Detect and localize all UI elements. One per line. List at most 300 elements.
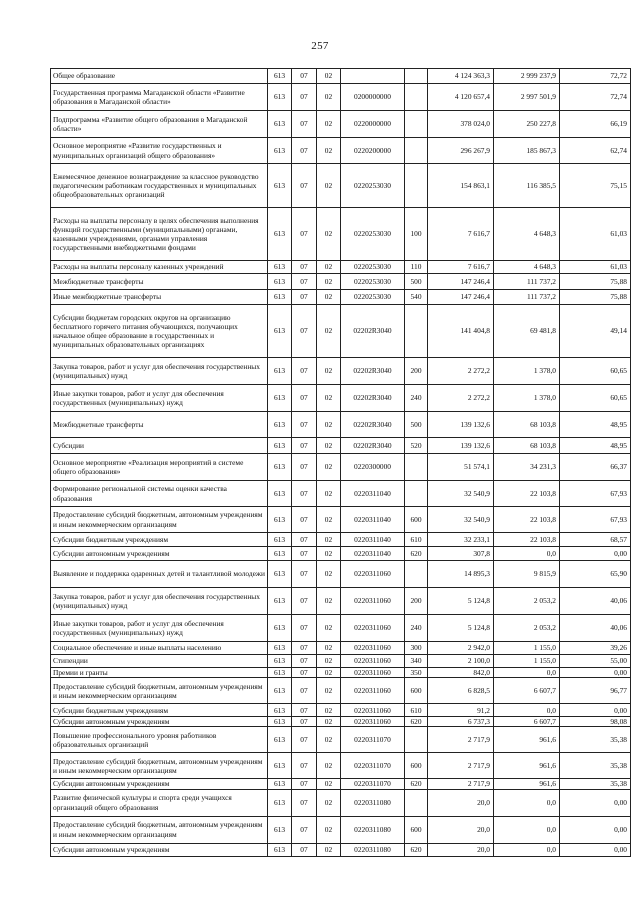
- actual-amount-cell: 22 103,8: [494, 507, 560, 533]
- row-name-cell: Основное мероприятие «Развитие государственных и муниципальных организаций общего образования»: [51, 138, 268, 164]
- row-name-cell: Расходы на выплаты персоналу в целях обеспечения выполнения функций государственными (муниципальными) органами, казенными учреждениями, органами управления государственными внебюджетными фондами: [51, 208, 268, 261]
- expense-type-cell: [405, 481, 428, 507]
- row-name-cell: Субсидии автономным учреждениям: [51, 717, 268, 727]
- planned-amount-cell: 32 540,9: [428, 481, 494, 507]
- ministry-code-cell: 613: [268, 412, 292, 438]
- execution-percent-cell: 0,00: [560, 843, 631, 856]
- actual-amount-cell: 111 737,2: [494, 290, 560, 305]
- subsection-code-cell: 02: [317, 507, 341, 533]
- expense-type-cell: 540: [405, 290, 428, 305]
- page-number: 257: [311, 40, 329, 52]
- target-article-cell: 0220311080: [341, 789, 405, 816]
- table-row: [51, 642, 631, 655]
- ministry-code-cell: 613: [268, 481, 292, 507]
- section-code-cell: 07: [292, 358, 317, 385]
- planned-amount-cell: 139 132,6: [428, 438, 494, 454]
- target-article-cell: 0220311080: [341, 816, 405, 843]
- ministry-code-cell: 613: [268, 290, 292, 305]
- execution-percent-cell: 75,88: [560, 274, 631, 290]
- subsection-code-cell: 02: [317, 208, 341, 261]
- expense-type-cell: [405, 727, 428, 753]
- execution-percent-cell: 0,00: [560, 816, 631, 843]
- planned-amount-cell: 6 828,5: [428, 678, 494, 704]
- planned-amount-cell: 2 717,9: [428, 779, 494, 789]
- table-row: [51, 816, 631, 843]
- execution-percent-cell: 35,38: [560, 727, 631, 753]
- subsection-code-cell: 02: [317, 533, 341, 547]
- ministry-code-cell: 613: [268, 615, 292, 642]
- actual-amount-cell: 1 378,0: [494, 385, 560, 412]
- expense-type-cell: 350: [405, 668, 428, 678]
- ministry-code-cell: 613: [268, 69, 292, 84]
- section-code-cell: 07: [292, 481, 317, 507]
- ministry-code-cell: 613: [268, 84, 292, 111]
- execution-percent-cell: 67,93: [560, 507, 631, 533]
- execution-percent-cell: 40,06: [560, 615, 631, 642]
- execution-percent-cell: 98,08: [560, 717, 631, 727]
- expense-type-cell: 340: [405, 655, 428, 668]
- actual-amount-cell: 2 053,2: [494, 588, 560, 615]
- row-name-cell: Закупка товаров, работ и услуг для обеспечения государственных (муниципальных) нужд: [51, 588, 268, 615]
- row-name-cell: Развитие физической культуры и спорта среди учащихся организаций общего образования: [51, 789, 268, 816]
- planned-amount-cell: 7 616,7: [428, 208, 494, 261]
- planned-amount-cell: 20,0: [428, 816, 494, 843]
- expense-type-cell: [405, 164, 428, 208]
- table-row: [51, 704, 631, 717]
- ministry-code-cell: 613: [268, 111, 292, 138]
- execution-percent-cell: 49,14: [560, 305, 631, 358]
- row-name-cell: Повышение профессионального уровня работников образовательных организаций: [51, 727, 268, 753]
- planned-amount-cell: 5 124,8: [428, 588, 494, 615]
- expense-type-cell: [405, 561, 428, 588]
- execution-percent-cell: 62,74: [560, 138, 631, 164]
- planned-amount-cell: 5 124,8: [428, 615, 494, 642]
- row-name-cell: Общее образование: [51, 69, 268, 84]
- row-name-cell: Субсидии автономным учреждениям: [51, 547, 268, 561]
- ministry-code-cell: 613: [268, 753, 292, 779]
- section-code-cell: 07: [292, 789, 317, 816]
- expense-type-cell: [405, 305, 428, 358]
- section-code-cell: 07: [292, 305, 317, 358]
- execution-percent-cell: 66,37: [560, 454, 631, 481]
- section-code-cell: 07: [292, 717, 317, 727]
- actual-amount-cell: 22 103,8: [494, 481, 560, 507]
- ministry-code-cell: 613: [268, 305, 292, 358]
- subsection-code-cell: 02: [317, 561, 341, 588]
- actual-amount-cell: 961,6: [494, 779, 560, 789]
- target-article-cell: 0220253030: [341, 164, 405, 208]
- row-name-cell: Основное мероприятие «Реализация мероприятий в системе общего образования»: [51, 454, 268, 481]
- expense-type-cell: 600: [405, 507, 428, 533]
- target-article-cell: 0220311060: [341, 704, 405, 717]
- subsection-code-cell: 02: [317, 704, 341, 717]
- subsection-code-cell: 02: [317, 547, 341, 561]
- expense-type-cell: [405, 69, 428, 84]
- planned-amount-cell: 139 132,6: [428, 412, 494, 438]
- actual-amount-cell: 961,6: [494, 727, 560, 753]
- expense-type-cell: 200: [405, 588, 428, 615]
- actual-amount-cell: 185 867,3: [494, 138, 560, 164]
- ministry-code-cell: 613: [268, 358, 292, 385]
- ministry-code-cell: 613: [268, 547, 292, 561]
- row-name-cell: Предоставление субсидий бюджетным, автономным учреждениям и иным некоммерческим организациям: [51, 507, 268, 533]
- planned-amount-cell: 2 272,2: [428, 385, 494, 412]
- expense-type-cell: 520: [405, 438, 428, 454]
- execution-percent-cell: 35,38: [560, 753, 631, 779]
- ministry-code-cell: 613: [268, 816, 292, 843]
- execution-percent-cell: 61,03: [560, 208, 631, 261]
- subsection-code-cell: 02: [317, 358, 341, 385]
- target-article-cell: 0220311070: [341, 779, 405, 789]
- planned-amount-cell: 378 024,0: [428, 111, 494, 138]
- target-article-cell: 0220311060: [341, 642, 405, 655]
- execution-percent-cell: 0,00: [560, 789, 631, 816]
- section-code-cell: 07: [292, 547, 317, 561]
- execution-percent-cell: 72,74: [560, 84, 631, 111]
- planned-amount-cell: 141 404,8: [428, 305, 494, 358]
- row-name-cell: Предоставление субсидий бюджетным, автономным учреждениям и иным некоммерческим организациям: [51, 816, 268, 843]
- table-row: [51, 138, 631, 164]
- target-article-cell: 0220200000: [341, 138, 405, 164]
- ministry-code-cell: 613: [268, 454, 292, 481]
- expense-type-cell: 300: [405, 642, 428, 655]
- actual-amount-cell: 1 155,0: [494, 655, 560, 668]
- table-row: [51, 678, 631, 704]
- row-name-cell: Закупка товаров, работ и услуг для обеспечения государственных (муниципальных) нужд: [51, 358, 268, 385]
- expense-type-cell: 600: [405, 753, 428, 779]
- section-code-cell: 07: [292, 208, 317, 261]
- row-name-cell: Межбюджетные трансферты: [51, 412, 268, 438]
- expense-type-cell: [405, 111, 428, 138]
- target-article-cell: 02202R3040: [341, 385, 405, 412]
- execution-percent-cell: 39,26: [560, 642, 631, 655]
- actual-amount-cell: 0,0: [494, 843, 560, 856]
- section-code-cell: 07: [292, 454, 317, 481]
- section-code-cell: 07: [292, 655, 317, 668]
- subsection-code-cell: 02: [317, 138, 341, 164]
- ministry-code-cell: 613: [268, 261, 292, 274]
- target-article-cell: 02202R3040: [341, 305, 405, 358]
- subsection-code-cell: 02: [317, 274, 341, 290]
- section-code-cell: 07: [292, 843, 317, 856]
- table-row: [51, 615, 631, 642]
- actual-amount-cell: 69 481,8: [494, 305, 560, 358]
- planned-amount-cell: 4 120 657,4: [428, 84, 494, 111]
- table-row: [51, 305, 631, 358]
- table-row: [51, 561, 631, 588]
- ministry-code-cell: 613: [268, 138, 292, 164]
- planned-amount-cell: 32 540,9: [428, 507, 494, 533]
- ministry-code-cell: 613: [268, 164, 292, 208]
- target-article-cell: 0220000000: [341, 111, 405, 138]
- expense-type-cell: 500: [405, 412, 428, 438]
- execution-percent-cell: 72,72: [560, 69, 631, 84]
- section-code-cell: 07: [292, 138, 317, 164]
- execution-percent-cell: 40,06: [560, 588, 631, 615]
- execution-percent-cell: 75,15: [560, 164, 631, 208]
- actual-amount-cell: 0,0: [494, 816, 560, 843]
- table-row: [51, 274, 631, 290]
- subsection-code-cell: 02: [317, 642, 341, 655]
- table-row: [51, 717, 631, 727]
- expense-type-cell: 100: [405, 208, 428, 261]
- ministry-code-cell: 613: [268, 385, 292, 412]
- execution-percent-cell: 60,65: [560, 385, 631, 412]
- expense-type-cell: 200: [405, 358, 428, 385]
- target-article-cell: 0220311070: [341, 753, 405, 779]
- table-row: [51, 84, 631, 111]
- ministry-code-cell: 613: [268, 678, 292, 704]
- planned-amount-cell: 14 895,3: [428, 561, 494, 588]
- section-code-cell: 07: [292, 816, 317, 843]
- target-article-cell: 0220311040: [341, 507, 405, 533]
- subsection-code-cell: 02: [317, 454, 341, 481]
- ministry-code-cell: 613: [268, 704, 292, 717]
- section-code-cell: 07: [292, 533, 317, 547]
- actual-amount-cell: 6 607,7: [494, 717, 560, 727]
- section-code-cell: 07: [292, 615, 317, 642]
- expense-type-cell: 240: [405, 385, 428, 412]
- target-article-cell: 0220253030: [341, 290, 405, 305]
- subsection-code-cell: 02: [317, 655, 341, 668]
- target-article-cell: 02202R3040: [341, 438, 405, 454]
- row-name-cell: Социальное обеспечение и иные выплаты населению: [51, 642, 268, 655]
- section-code-cell: 07: [292, 412, 317, 438]
- table-row: [51, 843, 631, 856]
- planned-amount-cell: 32 233,1: [428, 533, 494, 547]
- table-row: [51, 290, 631, 305]
- expense-type-cell: 620: [405, 843, 428, 856]
- table-row: [51, 481, 631, 507]
- table-row: [51, 779, 631, 789]
- ministry-code-cell: 613: [268, 789, 292, 816]
- ministry-code-cell: 613: [268, 274, 292, 290]
- ministry-code-cell: 613: [268, 779, 292, 789]
- row-name-cell: Стипендии: [51, 655, 268, 668]
- actual-amount-cell: 116 385,5: [494, 164, 560, 208]
- table-row: [51, 668, 631, 678]
- section-code-cell: 07: [292, 668, 317, 678]
- planned-amount-cell: 4 124 363,3: [428, 69, 494, 84]
- ministry-code-cell: 613: [268, 727, 292, 753]
- section-code-cell: 07: [292, 385, 317, 412]
- row-name-cell: Иные закупки товаров, работ и услуг для обеспечения государственных (муниципальных) нужд: [51, 385, 268, 412]
- subsection-code-cell: 02: [317, 290, 341, 305]
- execution-percent-cell: 35,38: [560, 779, 631, 789]
- subsection-code-cell: 02: [317, 678, 341, 704]
- expense-type-cell: [405, 454, 428, 481]
- expense-type-cell: 600: [405, 816, 428, 843]
- row-name-cell: Иные межбюджетные трансферты: [51, 290, 268, 305]
- expense-type-cell: 610: [405, 533, 428, 547]
- table-row: [51, 655, 631, 668]
- row-name-cell: Выявление и поддержка одаренных детей и талантливой молодежи: [51, 561, 268, 588]
- table-row: [51, 358, 631, 385]
- table-body: [51, 69, 631, 857]
- execution-percent-cell: 48,95: [560, 412, 631, 438]
- subsection-code-cell: 02: [317, 727, 341, 753]
- table-row: [51, 111, 631, 138]
- row-name-cell: Субсидии автономным учреждениям: [51, 779, 268, 789]
- target-article-cell: 0220311060: [341, 668, 405, 678]
- subsection-code-cell: 02: [317, 668, 341, 678]
- expense-type-cell: 110: [405, 261, 428, 274]
- subsection-code-cell: 02: [317, 438, 341, 454]
- actual-amount-cell: 111 737,2: [494, 274, 560, 290]
- row-name-cell: Ежемесячное денежное вознаграждение за классное руководство педагогическим работникам государственных и муниципальных общеобразовательных организаций: [51, 164, 268, 208]
- expense-type-cell: 240: [405, 615, 428, 642]
- subsection-code-cell: 02: [317, 843, 341, 856]
- subsection-code-cell: 02: [317, 816, 341, 843]
- subsection-code-cell: 02: [317, 69, 341, 84]
- planned-amount-cell: 147 246,4: [428, 274, 494, 290]
- actual-amount-cell: 2 999 237,9: [494, 69, 560, 84]
- subsection-code-cell: 02: [317, 717, 341, 727]
- table-row: [51, 164, 631, 208]
- expense-type-cell: 610: [405, 704, 428, 717]
- expense-type-cell: [405, 789, 428, 816]
- target-article-cell: 0220311060: [341, 717, 405, 727]
- row-name-cell: Премии и гранты: [51, 668, 268, 678]
- execution-percent-cell: 61,03: [560, 261, 631, 274]
- subsection-code-cell: 02: [317, 305, 341, 358]
- target-article-cell: 0220300000: [341, 454, 405, 481]
- table-row: [51, 753, 631, 779]
- row-name-cell: Субсидии бюджетным учреждениям: [51, 704, 268, 717]
- actual-amount-cell: 6 607,7: [494, 678, 560, 704]
- section-code-cell: 07: [292, 274, 317, 290]
- planned-amount-cell: 20,0: [428, 789, 494, 816]
- row-name-cell: Субсидии бюджетным учреждениям: [51, 533, 268, 547]
- expense-type-cell: [405, 138, 428, 164]
- execution-percent-cell: 96,77: [560, 678, 631, 704]
- execution-percent-cell: 75,88: [560, 290, 631, 305]
- row-name-cell: Межбюджетные трансферты: [51, 274, 268, 290]
- target-article-cell: 0200000000: [341, 84, 405, 111]
- subsection-code-cell: 02: [317, 615, 341, 642]
- section-code-cell: 07: [292, 727, 317, 753]
- actual-amount-cell: 0,0: [494, 547, 560, 561]
- section-code-cell: 07: [292, 438, 317, 454]
- target-article-cell: 0220311060: [341, 655, 405, 668]
- actual-amount-cell: 4 648,3: [494, 208, 560, 261]
- actual-amount-cell: 1 378,0: [494, 358, 560, 385]
- table-row: [51, 385, 631, 412]
- execution-percent-cell: 0,00: [560, 668, 631, 678]
- planned-amount-cell: 2 717,9: [428, 753, 494, 779]
- ministry-code-cell: 613: [268, 208, 292, 261]
- table-row: [51, 507, 631, 533]
- execution-percent-cell: 0,00: [560, 547, 631, 561]
- subsection-code-cell: 02: [317, 481, 341, 507]
- row-name-cell: Предоставление субсидий бюджетным, автономным учреждениям и иным некоммерческим организациям: [51, 678, 268, 704]
- target-article-cell: 0220311040: [341, 533, 405, 547]
- subsection-code-cell: 02: [317, 261, 341, 274]
- subsection-code-cell: 02: [317, 588, 341, 615]
- section-code-cell: 07: [292, 561, 317, 588]
- table-row: [51, 69, 631, 84]
- actual-amount-cell: 250 227,8: [494, 111, 560, 138]
- section-code-cell: 07: [292, 753, 317, 779]
- planned-amount-cell: 154 863,1: [428, 164, 494, 208]
- ministry-code-cell: 613: [268, 533, 292, 547]
- target-article-cell: 0220311080: [341, 843, 405, 856]
- planned-amount-cell: 2 272,2: [428, 358, 494, 385]
- planned-amount-cell: 307,8: [428, 547, 494, 561]
- ministry-code-cell: 613: [268, 642, 292, 655]
- ministry-code-cell: 613: [268, 668, 292, 678]
- target-article-cell: 02202R3040: [341, 412, 405, 438]
- target-article-cell: 0220311040: [341, 547, 405, 561]
- target-article-cell: 0220253030: [341, 208, 405, 261]
- expense-type-cell: 600: [405, 678, 428, 704]
- actual-amount-cell: 2 997 501,9: [494, 84, 560, 111]
- row-name-cell: Субсидии: [51, 438, 268, 454]
- target-article-cell: 0220311060: [341, 588, 405, 615]
- table-row: [51, 208, 631, 261]
- actual-amount-cell: 4 648,3: [494, 261, 560, 274]
- subsection-code-cell: 02: [317, 789, 341, 816]
- section-code-cell: 07: [292, 678, 317, 704]
- ministry-code-cell: 613: [268, 588, 292, 615]
- actual-amount-cell: 0,0: [494, 704, 560, 717]
- execution-percent-cell: 66,19: [560, 111, 631, 138]
- table-row: [51, 412, 631, 438]
- planned-amount-cell: 147 246,4: [428, 290, 494, 305]
- subsection-code-cell: 02: [317, 385, 341, 412]
- actual-amount-cell: 961,6: [494, 753, 560, 779]
- subsection-code-cell: 02: [317, 111, 341, 138]
- row-name-cell: Формирование региональной системы оценки качества образования: [51, 481, 268, 507]
- target-article-cell: 0220311060: [341, 678, 405, 704]
- execution-percent-cell: 65,90: [560, 561, 631, 588]
- section-code-cell: 07: [292, 642, 317, 655]
- row-name-cell: Государственная программа Магаданской области «Развитие образования в Магаданской области»: [51, 84, 268, 111]
- section-code-cell: 07: [292, 261, 317, 274]
- table-row: [51, 789, 631, 816]
- target-article-cell: 0220311060: [341, 615, 405, 642]
- section-code-cell: 07: [292, 290, 317, 305]
- expense-type-cell: 620: [405, 779, 428, 789]
- planned-amount-cell: 7 616,7: [428, 261, 494, 274]
- planned-amount-cell: 2 100,0: [428, 655, 494, 668]
- planned-amount-cell: 20,0: [428, 843, 494, 856]
- planned-amount-cell: 6 737,3: [428, 717, 494, 727]
- target-article-cell: 0220311070: [341, 727, 405, 753]
- execution-percent-cell: 68,57: [560, 533, 631, 547]
- execution-percent-cell: 67,93: [560, 481, 631, 507]
- row-name-cell: Подпрограмма «Развитие общего образования в Магаданской области»: [51, 111, 268, 138]
- section-code-cell: 07: [292, 779, 317, 789]
- table-row: [51, 454, 631, 481]
- planned-amount-cell: 2 717,9: [428, 727, 494, 753]
- target-article-cell: 0220311060: [341, 561, 405, 588]
- execution-percent-cell: 55,00: [560, 655, 631, 668]
- execution-percent-cell: 48,95: [560, 438, 631, 454]
- target-article-cell: 02202R3040: [341, 358, 405, 385]
- target-article-cell: 0220311040: [341, 481, 405, 507]
- subsection-code-cell: 02: [317, 779, 341, 789]
- actual-amount-cell: 0,0: [494, 668, 560, 678]
- planned-amount-cell: 2 942,0: [428, 642, 494, 655]
- actual-amount-cell: 68 103,8: [494, 412, 560, 438]
- actual-amount-cell: 34 231,3: [494, 454, 560, 481]
- section-code-cell: 07: [292, 164, 317, 208]
- row-name-cell: Предоставление субсидий бюджетным, автономным учреждениям и иным некоммерческим организациям: [51, 753, 268, 779]
- row-name-cell: Расходы на выплаты персоналу казенных учреждений: [51, 261, 268, 274]
- expense-type-cell: [405, 84, 428, 111]
- ministry-code-cell: 613: [268, 507, 292, 533]
